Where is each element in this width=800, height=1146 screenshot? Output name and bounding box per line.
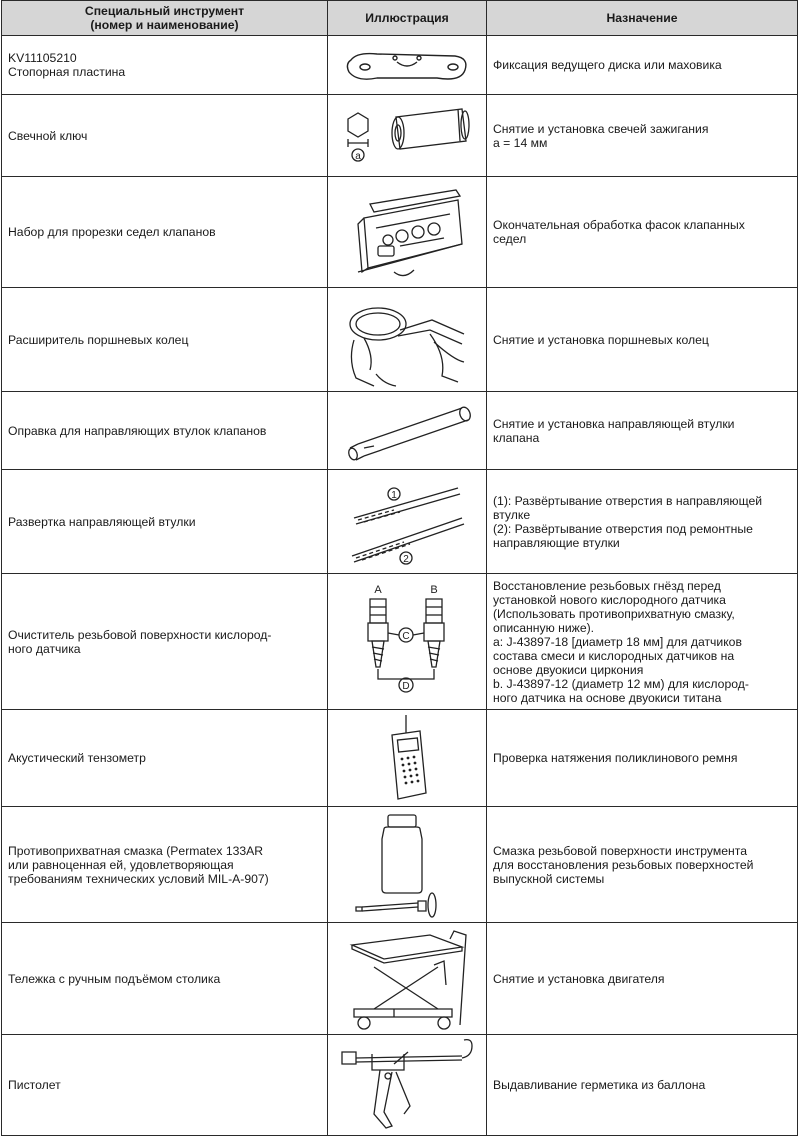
- tool-name-line: Расширитель поршневых колец: [8, 332, 189, 347]
- tool-name-cell: [2, 95, 328, 177]
- purpose-cell: [487, 36, 798, 95]
- callout-C: C: [402, 630, 410, 642]
- purpose-line: втулке: [493, 507, 531, 522]
- tool-name-line: KV11105210: [8, 51, 77, 65]
- purpose-cell: [487, 710, 798, 807]
- anti-seize-lubricant-icon: [334, 809, 480, 921]
- purpose-line: клапана: [493, 430, 540, 445]
- callout-2: 2: [403, 553, 409, 565]
- table-row: [2, 177, 798, 288]
- purpose-line: Проверка натяжения поликлинового ремня: [493, 751, 738, 765]
- callout-A: A: [374, 583, 382, 596]
- illustration-cell: [328, 392, 487, 470]
- valve-seat-cutter-set-icon: [334, 180, 480, 284]
- table-row: [2, 288, 798, 392]
- purpose-line: Восстановление резьбовых гнёзд перед: [493, 578, 721, 593]
- tool-name-cell: [2, 923, 328, 1035]
- table-row: [2, 392, 798, 470]
- tool-name-cell: [2, 177, 328, 288]
- tool-name-line: Стопорная пластина: [8, 65, 126, 79]
- purpose-line: Снятие и установка свечей зажигания: [493, 121, 709, 136]
- illustration-cell: [328, 95, 487, 177]
- table-row: [2, 470, 798, 574]
- callout-B: B: [430, 583, 438, 596]
- illustration-cell: [328, 710, 487, 807]
- illustration-cell: [328, 1035, 487, 1136]
- purpose-line: Фиксация ведущего диска или маховика: [493, 58, 722, 72]
- purpose-line: Снятие и установка поршневых колец: [493, 332, 709, 347]
- purpose-line: основе двуокиси циркония: [493, 662, 644, 677]
- table-row: [2, 574, 798, 710]
- purpose-line: (Использовать противоприхватную смазку,: [493, 606, 735, 621]
- tool-name-line: Развертка направляющей втулки: [8, 514, 196, 529]
- tool-name-line: требованиям технических условий MIL-A-907): [8, 871, 269, 886]
- illustration-cell: [328, 288, 487, 392]
- purpose-line: ного датчика на основе двуокиси титана: [493, 690, 722, 705]
- purpose-cell: [487, 95, 798, 177]
- purpose-cell: [487, 574, 798, 710]
- valve-guide-drift-icon: [334, 394, 480, 468]
- illustration-cell: [328, 574, 487, 710]
- purpose-line: седел: [493, 232, 527, 246]
- callout-1: 1: [391, 489, 397, 501]
- illustration-cell: [328, 923, 487, 1035]
- table-header-row: [2, 1, 798, 36]
- purpose-line: a: J-43897-18 [диаметр 18 мм] для датчиков: [493, 634, 742, 649]
- sealant-gun-icon: [334, 1036, 480, 1134]
- callout-a: a: [355, 150, 361, 162]
- special-tools-table: [1, 0, 798, 1136]
- tool-name-cell: [2, 807, 328, 923]
- purpose-line: a = 14 мм: [493, 135, 548, 150]
- table-row: [2, 807, 798, 923]
- callout-D: D: [402, 680, 410, 692]
- purpose-line: для восстановления резьбовых поверхностей: [493, 857, 754, 872]
- purpose-line: Снятие и установка двигателя: [493, 971, 665, 986]
- tool-name-line: ного датчика: [8, 641, 81, 656]
- purpose-cell: [487, 807, 798, 923]
- purpose-line: Снятие и установка направляющей втулки: [493, 416, 735, 431]
- purpose-line: состава смеси и кислородных датчиков на: [493, 648, 735, 663]
- purpose-line: направляющие втулки: [493, 535, 620, 550]
- purpose-line: выпускной системы: [493, 871, 605, 886]
- purpose-cell: [487, 470, 798, 574]
- valve-guide-reamer-icon: [334, 472, 480, 572]
- purpose-line: (2): Развёртывание отверстия под ремонтные: [493, 521, 753, 536]
- table-row: [2, 923, 798, 1035]
- lift-table-cart-icon: [334, 925, 480, 1033]
- header-purpose: Назначение: [487, 1, 798, 36]
- tool-name-cell: [2, 288, 328, 392]
- tool-name-cell: [2, 710, 328, 807]
- purpose-line: b. J-43897-12 (диаметр 12 мм) для кислород-: [493, 676, 749, 691]
- illustration-cell: [328, 470, 487, 574]
- header-tool-line: (номер и наименование): [90, 18, 239, 32]
- table-row: [2, 1035, 798, 1136]
- tool-name-line: Свечной ключ: [8, 128, 88, 143]
- purpose-line: (1): Развёртывание отверстия в направляющей: [493, 493, 763, 508]
- purpose-line: Окончательная обработка фасок клапанных: [493, 218, 745, 232]
- spark-plug-wrench-icon: [334, 97, 480, 175]
- tool-name-cell: [2, 392, 328, 470]
- tool-name-line: или равноценная ей, удовлетворяющая: [8, 857, 234, 872]
- tool-name-cell: [2, 36, 328, 95]
- piston-ring-expander-icon: [334, 290, 480, 390]
- tool-name-line: Набор для прорезки седел клапанов: [8, 225, 216, 239]
- tool-name-cell: [2, 470, 328, 574]
- purpose-cell: [487, 392, 798, 470]
- illustration-cell: [328, 36, 487, 95]
- purpose-line: Выдавливание герметика из баллона: [493, 1078, 706, 1092]
- tool-name-line: Тележка с ручным подъёмом столика: [8, 971, 221, 986]
- illustration-cell: [328, 807, 487, 923]
- tool-name-line: Оправка для направляющих втулок клапанов: [8, 423, 267, 438]
- purpose-line: описанную ниже).: [493, 620, 595, 635]
- locking-plate-icon: [337, 40, 477, 90]
- tool-name-cell: [2, 574, 328, 710]
- header-tool: [2, 1, 328, 36]
- tool-name-cell: [2, 1035, 328, 1136]
- tool-name-line: Противоприхватная смазка (Permatex 133AR: [8, 843, 264, 858]
- acoustic-tension-gauge-icon: [334, 711, 480, 805]
- purpose-cell: [487, 923, 798, 1035]
- header-illustration: Иллюстрация: [328, 1, 487, 36]
- purpose-cell: [487, 288, 798, 392]
- tool-name-line: Пистолет: [8, 1078, 61, 1092]
- tool-name-line: Акустический тензометр: [8, 751, 146, 765]
- tool-name-line: Очиститель резьбовой поверхности кислород-: [8, 627, 272, 642]
- purpose-cell: [487, 1035, 798, 1136]
- purpose-line: Смазка резьбовой поверхности инструмента: [493, 843, 747, 858]
- illustration-cell: [328, 177, 487, 288]
- table-row: [2, 95, 798, 177]
- purpose-line: установкой нового кислородного датчика: [493, 592, 726, 607]
- table-row: [2, 710, 798, 807]
- oxygen-sensor-thread-cleaner-icon: [334, 577, 480, 707]
- purpose-cell: [487, 177, 798, 288]
- header-tool-line: Специальный инструмент: [84, 4, 245, 18]
- table-row: [2, 36, 798, 95]
